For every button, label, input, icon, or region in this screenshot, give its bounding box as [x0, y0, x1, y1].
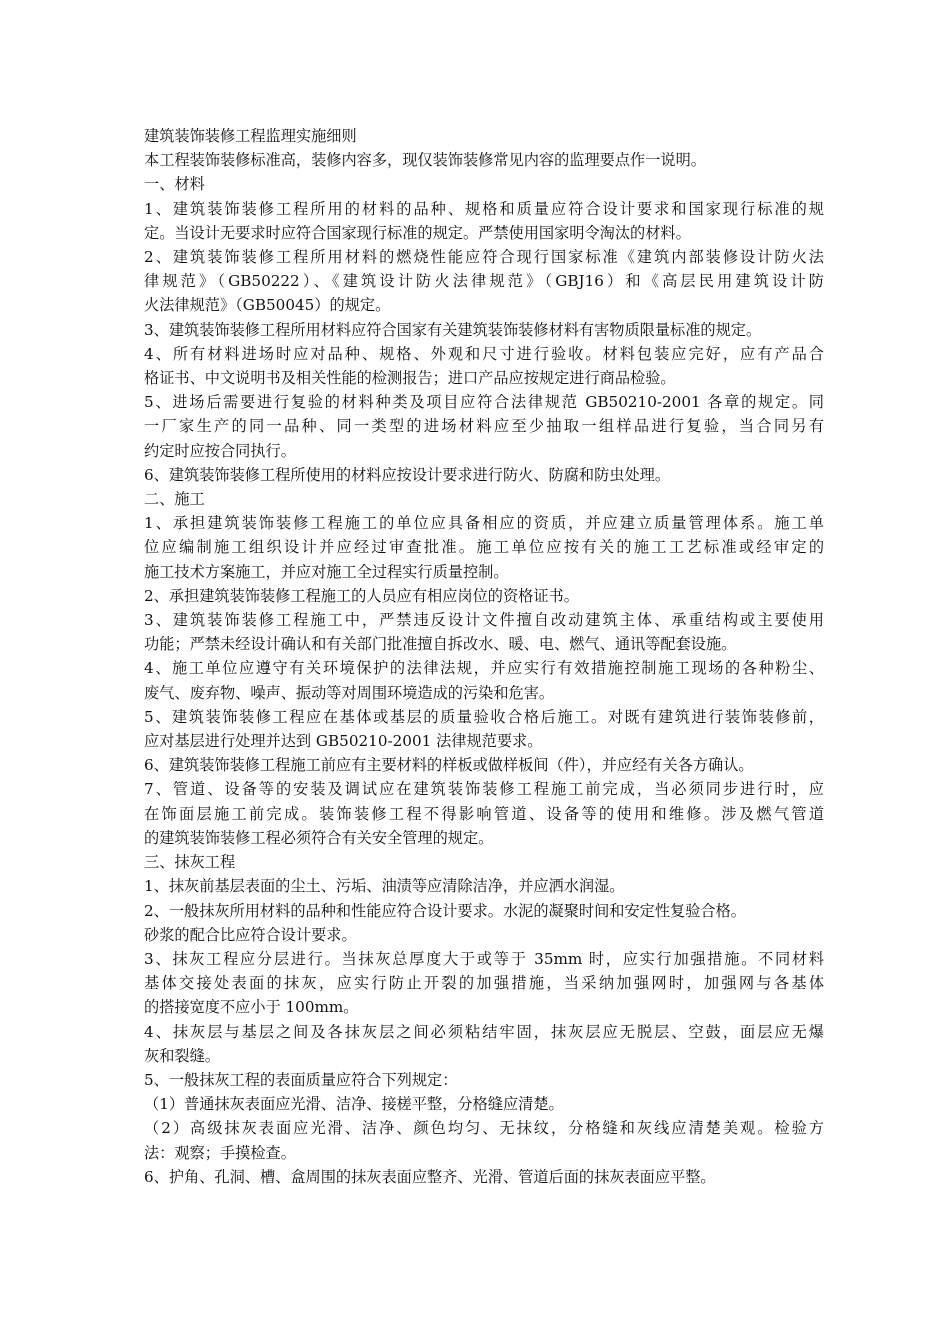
text-line: 格证书、中文说明书及相关性能的检测报告；进口产品应按规定进行商品检验。	[144, 369, 676, 388]
text-line: 本工程装饰装修标准高，装修内容多，现仅装饰装修常见内容的监理要点作一说明。	[144, 151, 706, 170]
text-line: 4、所有材料进场时应对品种、规格、外观和尺寸进行验收。材料包装应完好，应有产品合	[144, 344, 824, 363]
text-line: 3、抹灰工程应分层进行。当抹灰总厚度大于或等于 35mm 时，应实行加强措施。不同材料	[144, 949, 824, 968]
text-line: 6、建筑装饰装修工程所使用的材料应按设计要求进行防火、防腐和防虫处理。	[144, 465, 671, 484]
text-line: 砂浆的配合比应符合设计要求。	[144, 925, 357, 944]
text-line: 7、管道、设备等的安装及调试应在建筑装饰装修工程施工前完成，当必须同步进行时，应	[144, 780, 824, 799]
text-line: 灰和裂缝。	[144, 1046, 220, 1065]
text-line: 5、建筑装饰装修工程应在基体或基层的质量验收合格后施工。对既有建筑进行装饰装修前，	[144, 707, 824, 726]
text-line: 一、材料	[144, 175, 205, 194]
text-line: 4、施工单位应遵守有关环境保护的法律法规，并应实行有效措施控制施工现场的各种粉尘、	[144, 659, 824, 678]
text-line: 废气、废弃物、噪声、振动等对周围环境造成的污染和危害。	[144, 683, 555, 702]
text-line: 位应编制施工组织设计并应经过审查批准。施工单位应按有关的施工工艺标准或经审定的	[144, 538, 824, 557]
document-body	[144, 124, 824, 1189]
document-lines	[144, 148, 824, 1189]
text-line: 2、一般抹灰所用材料的品种和性能应符合设计要求。水泥的凝聚时间和安定性复验合格。	[144, 901, 746, 920]
text-line: 1、建筑装饰装修工程所用的材料的品种、规格和质量应符合设计要求和国家现行标准的规	[144, 199, 824, 218]
text-line: （2）高级抹灰表面应光滑、洁净、颜色均匀、无抹纹，分格缝和灰线应清楚美观。检验方	[144, 1119, 824, 1138]
text-line: 应对基层进行处理并达到 GB50210-2001 法律规范要求。	[144, 732, 543, 751]
text-line: 5、一般抹灰工程的表面质量应符合下列规定：	[144, 1070, 458, 1089]
text-line: 2、承担建筑装饰装修工程施工的人员应有相应岗位的资格证书。	[144, 586, 579, 605]
text-line: 3、建筑装饰装修工程所用材料应符合国家有关建筑装饰装修材料有害物质限量标准的规定。	[144, 320, 762, 339]
text-line: 功能；严禁未经设计确认和有关部门批准擅自拆改水、暖、电、燃气、通讯等配套设施。	[144, 635, 737, 654]
text-line: 1、抹灰前基层表面的尘土、污垢、油渍等应清除洁净，并应洒水润湿。	[144, 877, 625, 896]
text-line: 一厂家生产的同一品种、同一类型的进场材料应至少抽取一组样品进行复验，当合同另有	[144, 417, 824, 436]
text-line: （1）普通抹灰表面应光滑、洁净、接槎平整，分格缝应清楚。	[144, 1095, 564, 1114]
text-line: 5、进场后需要进行复验的材料种类及项目应符合法律规范 GB50210-2001 各章的规定。同	[144, 393, 824, 412]
text-line: 律规范》（GB50222）、《建筑设计防火法律规范》（GBJ16）和《高层民用建筑设计防	[144, 272, 824, 291]
text-line: 在饰面层施工前完成。装饰装修工程不得影响管道、设备等的使用和维修。涉及燃气管道	[144, 804, 824, 823]
document-title: 建筑装饰装修工程监理实施细则	[144, 127, 357, 145]
text-line: 6、建筑装饰装修工程施工前应有主要材料的样板或做样板间（件），并应经有关各方确认。	[144, 756, 754, 775]
text-line: 施工技术方案施工，并应对施工全过程实行质量控制。	[144, 562, 509, 581]
text-line: 6、护角、孔洞、槽、盒周围的抹灰表面应整齐、光滑、管道后面的抹灰表面应平整。	[144, 1167, 716, 1186]
text-line: 约定时应按合同执行。	[144, 441, 296, 460]
text-line: 的建筑装饰装修工程必须符合有关安全管理的规定。	[144, 828, 494, 847]
text-line: 的搭接宽度不应小于 100mm。	[144, 998, 359, 1017]
text-line: 二、施工	[144, 490, 205, 509]
text-line: 1、承担建筑装饰装修工程施工的单位应具备相应的资质，并应建立质量管理体系。施工单	[144, 514, 824, 533]
text-line: 2、建筑装饰装修工程所用材料的燃烧性能应符合现行国家标准《建筑内部装修设计防火法	[144, 248, 824, 267]
text-line: 定。当设计无要求时应符合国家现行标准的规定。严禁使用国家明令淘汰的材料。	[144, 223, 691, 242]
text-line: 火法律规范》（GB50045）的规定。	[144, 296, 391, 315]
text-line: 三、抹灰工程	[144, 853, 236, 872]
text-line: 4、抹灰层与基层之间及各抹灰层之间必须粘结牢固，抹灰层应无脱层、空鼓，面层应无爆	[144, 1022, 824, 1041]
text-line: 法：观察；手摸检查。	[144, 1143, 296, 1162]
text-line: 基体交接处表面的抹灰，应实行防止开裂的加强措施，当采纳加强网时，加强网与各基体	[144, 974, 824, 993]
text-line: 3、建筑装饰装修工程施工中，严禁违反设计文件擅自改动建筑主体、承重结构或主要使用	[144, 611, 824, 630]
